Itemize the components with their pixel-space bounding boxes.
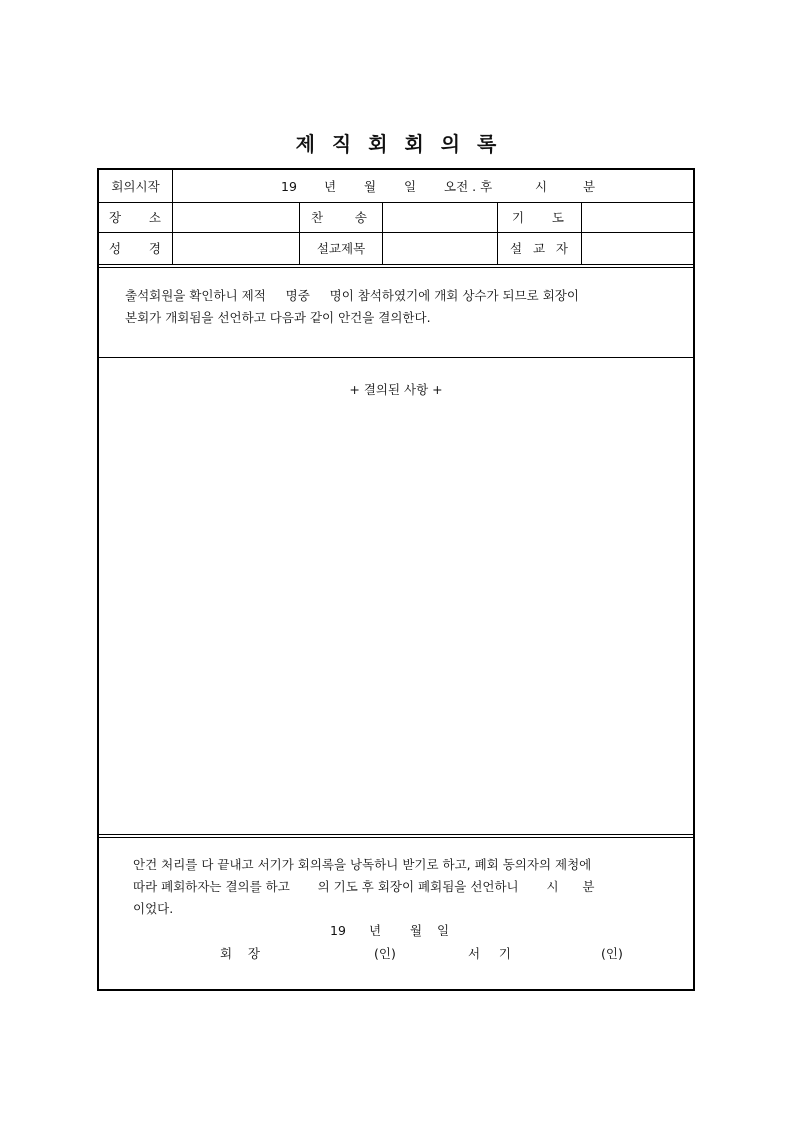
place-label: 장 소	[109, 210, 161, 225]
hour-unit: 시	[535, 179, 548, 194]
minutes-form	[97, 168, 695, 991]
chair-label: 회 장	[220, 946, 260, 961]
opening-line: 출석회원을 확인하니 제적 명중 명이 참석하였기에 개회 상수가 되므로 회장이	[125, 288, 579, 303]
resolutions-heading: + 결의된 사항 +	[349, 382, 443, 397]
hymn-field[interactable]	[383, 202, 496, 232]
closing-line: 안건 처리를 다 끝내고 서기가 회의록을 낭독하니 받기로 하고, 폐회 동의자의 제청에	[133, 857, 592, 872]
section-divider	[99, 357, 693, 358]
secretary-label: 서 기	[468, 946, 511, 961]
section-divider	[99, 264, 693, 268]
closing-month-unit: 월	[410, 923, 423, 938]
opening-statement	[125, 285, 579, 329]
prayer-field[interactable]	[582, 202, 693, 232]
minute-unit: 분	[583, 179, 596, 194]
scripture-label: 성 경	[109, 240, 161, 256]
page-title: 제 직 회 회 의 록	[295, 132, 499, 156]
closing-year-unit: 년	[369, 923, 382, 938]
meeting-start-label: 회의시작	[111, 179, 160, 194]
sermon-title-label: 설교제목	[316, 240, 366, 256]
chair-seal[interactable]: (인)	[374, 946, 396, 961]
closing-statement	[133, 854, 594, 920]
scripture-field[interactable]	[173, 232, 298, 263]
resolutions-area[interactable]	[101, 402, 691, 827]
closing-line: 이었다.	[133, 901, 174, 916]
meeting-year: 19	[281, 178, 297, 194]
closing-day-unit: 일	[437, 923, 450, 938]
place-field[interactable]	[173, 202, 298, 232]
section-divider	[99, 834, 693, 838]
sermon-title-field[interactable]	[383, 232, 496, 263]
preacher-field[interactable]	[582, 232, 693, 263]
prayer-label: 기 도	[512, 210, 564, 225]
closing-year: 19	[330, 922, 346, 938]
day-unit: 일	[404, 179, 417, 194]
col-divider	[497, 202, 498, 264]
month-unit: 월	[364, 179, 377, 194]
closing-line: 따라 폐회하자는 결의를 하고 의 기도 후 회장이 폐회됨을 선언하니 시 분	[133, 879, 595, 894]
am-pm-field[interactable]: 오전 . 후	[444, 179, 493, 194]
secretary-seal[interactable]: (인)	[601, 946, 623, 961]
preacher-label: 설 교 자	[510, 240, 568, 256]
year-unit: 년	[324, 179, 337, 194]
opening-line: 본회가 개회됨을 선언하고 다음과 같이 안건을 결의한다.	[125, 310, 431, 325]
hymn-label: 찬 송	[311, 210, 367, 225]
